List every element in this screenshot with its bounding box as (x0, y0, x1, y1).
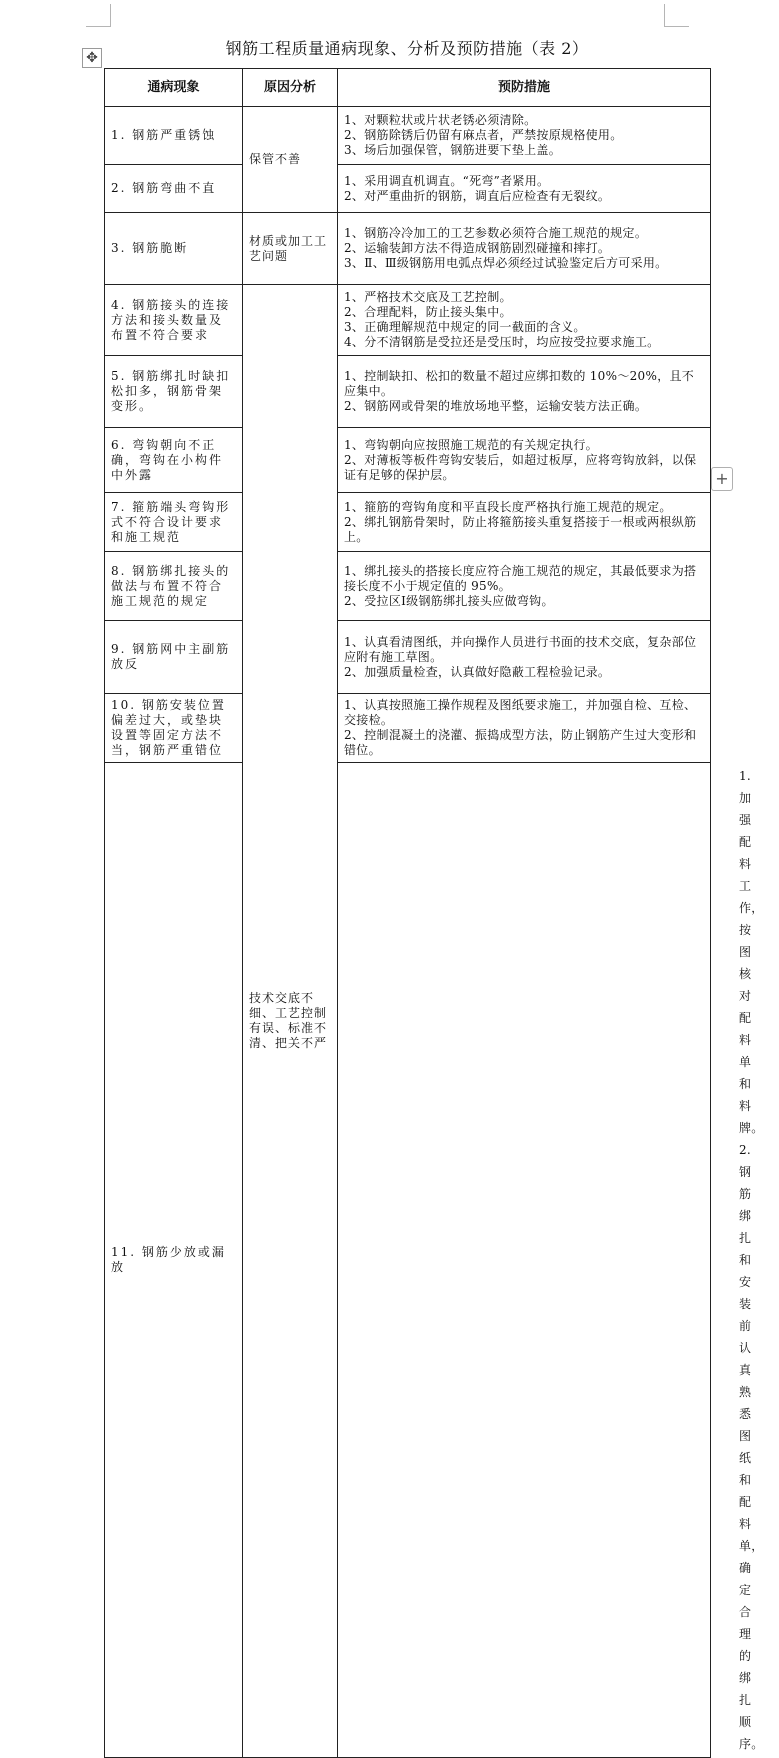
measure-item: 1、采用调直机调直。“死弯”者紧用。 (344, 173, 550, 188)
table-move-handle-icon[interactable]: ✥ (82, 48, 102, 68)
cause-cell-technical: 技术交底不细、工艺控制有误、标准不清、把关不严 (243, 285, 338, 1758)
phenomenon-cell: 10. 钢筋安装位置偏差过大，或垫块设置等固定方法不当，钢筋严重错位 (105, 694, 243, 763)
measure-item: 2、绑扎钢筋骨架时，防止将箍筋接头重复搭接于一根或两根纵筋上。 (344, 514, 697, 544)
measure-item: 2、钢筋网或骨架的堆放场地平整，运输安装方法正确。 (344, 399, 648, 413)
table-row (105, 694, 711, 763)
measure-item: 4、分不清钢筋是受拉还是受压时，均应按受拉要求施工。 (344, 335, 660, 349)
add-column-icon[interactable]: + (711, 467, 733, 491)
page-corner-mark-right (664, 4, 689, 27)
table-row (105, 165, 711, 213)
phenomenon-cell: 1. 钢筋严重锈蚀 (105, 107, 243, 165)
document-title: 钢筋工程质量通病现象、分析及预防措施（表 2） (225, 39, 589, 58)
phenomenon-cell: 2. 钢筋弯曲不直 (105, 165, 243, 213)
phenomenon-cell: 7. 箍筋端头弯钩形式不符合设计要求和施工规范 (105, 493, 243, 552)
cause-cell-empty (338, 763, 711, 1758)
quality-defects-table (104, 68, 764, 1758)
measures-cell (338, 694, 711, 763)
measure-item: 3、Ⅱ、Ⅲ级钢筋用电弧点焊必须经过试验鉴定后方可采用。 (344, 256, 668, 270)
measures-cell (338, 165, 711, 213)
measure-item: 2、控制混凝土的浇灌、振捣成型方法，防止钢筋产生过大变形和错位。 (344, 728, 697, 757)
phenomenon-cell: 4. 钢筋接头的连接方法和接头数量及布置不符合要求 (105, 285, 243, 356)
measures-cell (338, 493, 711, 552)
measure-item: 3、场后加强保管，钢筋进要下垫上盖。 (344, 143, 562, 157)
table-row (105, 621, 711, 694)
measure-item: 1. 加强配料工作，按图核对配料单和料牌。 (739, 769, 764, 1135)
cause-cell-storage: 保管不善 (243, 107, 338, 213)
header-cause: 原因分析 (243, 69, 338, 107)
table-row (105, 285, 711, 356)
measure-item: 1、箍筋的弯钩角度和平直段长度严格执行施工规范的规定。 (344, 499, 672, 514)
measure-item: 1、对颗粒状或片状老锈必须清除。 (344, 113, 537, 127)
header-measures: 预防措施 (338, 69, 711, 107)
phenomenon-cell: 8. 钢筋绑扎接头的做法与布置不符合施工规范的规定 (105, 552, 243, 621)
measure-item: 1、弯钩朝向应按照施工规范的有关规定执行。 (344, 437, 598, 452)
measure-item: 3、正确理解规范中规定的同一截面的含义。 (344, 320, 586, 334)
measure-item: 1、认真按照施工操作规程及图纸要求施工，并加强自检、互检、交接检。 (344, 698, 697, 727)
header-phenomenon: 通病现象 (105, 69, 243, 107)
measure-item: 2、对薄板等板件弯钩安装后，如超过板厚，应将弯钩放斜，以保证有足够的保护层。 (344, 452, 697, 482)
measures-cell (338, 428, 711, 493)
table-row (105, 356, 711, 428)
phenomenon-cell: 3. 钢筋脆断 (105, 213, 243, 285)
measures-cell (338, 356, 711, 428)
page-corner-mark-left (86, 4, 111, 27)
phenomenon-cell: 9. 钢筋网中主副筋放反 (105, 621, 243, 694)
measures-cell (338, 621, 711, 694)
phenomenon-cell: 11. 钢筋少放或漏放 (105, 763, 243, 1758)
measure-item: 2. 钢筋绑扎和安装前认真熟悉图纸和配料单，确定合理的绑扎顺序。 (739, 1143, 764, 1751)
measure-item: 1、钢筋冷冷加工的工艺参数必须符合施工规范的规定。 (344, 226, 648, 240)
measure-item: 2、对严重曲折的钢筋，调直后应检查有无裂纹。 (344, 188, 611, 203)
measure-item: 2、加强质量检查，认真做好隐蔽工程检验记录。 (344, 664, 611, 679)
measure-item: 2、合理配料，防止接头集中。 (344, 305, 512, 319)
measure-item: 2、钢筋除锈后仍留有麻点者，严禁按原规格使用。 (344, 128, 623, 142)
table-row (105, 213, 711, 285)
measure-item: 1、控制缺扣、松扣的数量不超过应绑扣数的 10%～20%，且不应集中。 (344, 369, 695, 398)
measure-item: 1、严格技术交底及工艺控制。 (344, 290, 512, 304)
phenomenon-cell: 5. 钢筋绑扎时缺扣松扣多，钢筋骨架变形。 (105, 356, 243, 428)
measure-item: 2、运输装卸方法不得造成钢筋剧烈碰撞和摔打。 (344, 241, 611, 255)
phenomenon-cell: 6. 弯钩朝向不正确，弯钩在小构件中外露 (105, 428, 243, 493)
table-row (105, 493, 711, 552)
measures-cell (338, 285, 711, 356)
measure-item: 2、受拉区Ⅰ级钢筋绑扎接头应做弯钩。 (344, 593, 554, 608)
table-row (105, 107, 711, 165)
measure-item: 1、认真看清图纸，并向操作人员进行书面的技术交底，复杂部位应附有施工草图。 (344, 634, 697, 664)
measure-item: 1、绑扎接头的搭接长度应符合施工规范的规定，其最低要求为搭接长度不小于规定值的 95%。 (344, 563, 697, 593)
table-row (105, 428, 711, 493)
measures-cell (338, 213, 711, 285)
measures-cell (338, 552, 711, 621)
table-row (105, 552, 711, 621)
table-row (105, 763, 711, 1758)
cause-cell-material: 材质或加工工艺问题 (243, 213, 338, 285)
table-header-row (105, 69, 711, 107)
measures-cell (338, 107, 711, 165)
